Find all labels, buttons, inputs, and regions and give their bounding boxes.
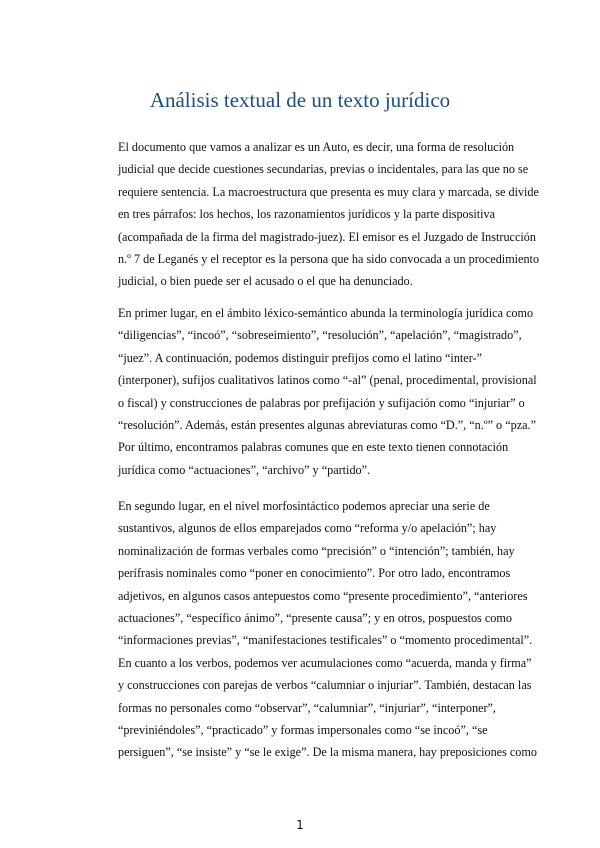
text-line: adjetivos, en algunos casos antepuestos como “presente procedimiento”, “anteriores xyxy=(118,588,528,603)
text-line: “previniéndoles”, “practicado” y formas impersonales como “se incoó”, “se xyxy=(118,722,488,737)
text-line: perífrasis nominales como “poner en conocimiento”. Por otro lado, encontramos xyxy=(118,566,511,581)
text-line: y construcciones con parejas de verbos “calumniar o injuriar”. También, destacan las xyxy=(118,678,532,693)
text-line: en tres párrafos: los hechos, los razonamientos jurídicos y la parte dispositiva xyxy=(118,207,496,222)
text-line: “informaciones previas”, “manifestaciones testificales” o “momento procedimental”. xyxy=(118,633,533,648)
text-line: “resolución”. Además, están presentes algunas abreviaturas como “D.”, “n.º” o “pza.” xyxy=(118,417,536,432)
text-line: “juez”. A continuación, podemos distinguir prefijos como el latino “inter-” xyxy=(118,350,482,365)
text-line: requiere sentencia. La macroestructura que presenta es muy clara y marcada, se divide xyxy=(118,184,539,199)
text-line: judicial, o bien puede ser el acusado o el que ha denunciado. xyxy=(118,274,413,289)
text-line: En cuanto a los verbos, podemos ver acumulaciones como “acuerda, manda y firma” xyxy=(118,655,532,670)
text-line: “diligencias”, “incoó”, “sobreseimiento”, “resolución”, “apelación”, “magistrado”, xyxy=(118,328,522,343)
text-line: o fiscal) y construcciones de palabras por prefijación y sufijación como “injuriar” o xyxy=(118,395,525,410)
text-line: (acompañada de la firma del magistrado-juez). El emisor es el Juzgado de Instrucción xyxy=(118,229,536,244)
page-number: 1 xyxy=(296,818,304,832)
paragraph-morfosintactico xyxy=(118,495,537,764)
text-line: En segundo lugar, en el nivel morfosintáctico podemos apreciar una serie de xyxy=(118,499,490,513)
text-line: judicial que decide cuestiones secundarias, previas o incidentales, para las que no se xyxy=(118,162,529,177)
paragraph-lexico-semantico xyxy=(118,302,537,481)
text-line: jurídica como “actuaciones”, “archivo” y “partido”. xyxy=(118,462,371,477)
text-line: formas no personales como “observar”, “calumniar”, “injuriar”, “interponer”, xyxy=(118,700,496,715)
text-line: (interponer), sufijos cualitativos latinos como “-al” (penal, procedimental, provisional xyxy=(118,373,537,388)
text-line: nominalización de formas verbales como “precisión” o “intención”; también, hay xyxy=(118,543,515,558)
text-line: El documento que vamos a analizar es un Auto, es decir, una forma de resolución xyxy=(118,140,515,154)
text-line: n.º 7 de Leganés y el receptor es la persona que ha sido convocada a un procedimiento xyxy=(118,251,540,266)
document-title: Análisis textual de un texto jurídico xyxy=(149,88,451,112)
paragraph-intro xyxy=(118,136,540,293)
text-line: En primer lugar, en el ámbito léxico-semántico abunda la terminología jurídica como xyxy=(118,306,534,320)
text-line: Por último, encontramos palabras comunes que en este texto tienen connotación xyxy=(118,440,509,455)
text-line: actuaciones”, “específico ánimo”, “presente causa”; y en otros, pospuestos como xyxy=(118,610,512,625)
text-line: sustantivos, algunos de ellos emparejados como “reforma y/o apelación”; hay xyxy=(118,521,497,536)
text-line: persiguen”, “se insiste” y “se le exige”. De la misma manera, hay preposiciones como xyxy=(118,745,537,760)
